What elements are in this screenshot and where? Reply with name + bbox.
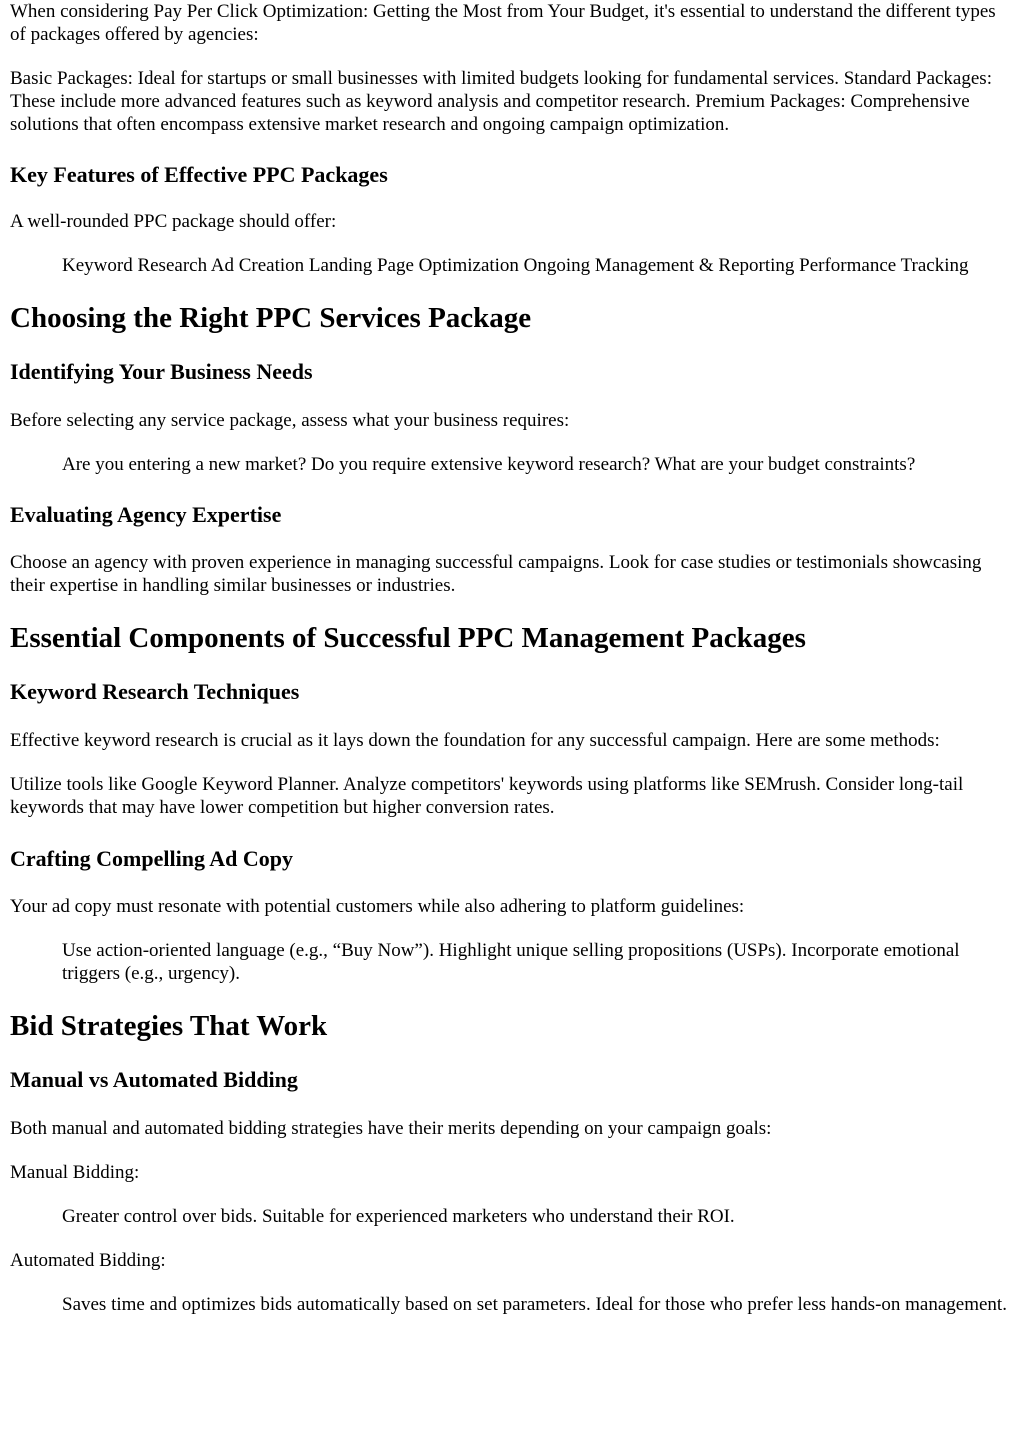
keyword-research-methods: Utilize tools like Google Keyword Planner. Analyze competitors' keywords using platforms like SEMrush. Consider long-tail keywords that may have lower competition but higher conversion rates. xyxy=(10,774,964,818)
business-needs-heading: Identifying Your Business Needs xyxy=(10,359,313,384)
automated-bidding-label: Automated Bidding: xyxy=(10,1250,166,1271)
intro-paragraph: When considering Pay Per Click Optimization: Getting the Most from Your Budget, it's essential to understand the different types of packages offered by agencies: xyxy=(10,1,996,45)
ad-copy-heading: Crafting Compelling Ad Copy xyxy=(10,846,293,871)
ad-copy-list: Use action-oriented language (e.g., “Buy Now”). Highlight unique selling propositions (USPs). Incorporate emotional triggers (e.g., urgency). xyxy=(62,940,960,984)
manual-vs-automated-heading: Manual vs Automated Bidding xyxy=(10,1067,298,1092)
manual-bidding-label: Manual Bidding: xyxy=(10,1162,140,1183)
agency-expertise-heading: Evaluating Agency Expertise xyxy=(10,502,282,527)
key-features-heading: Key Features of Effective PPC Packages xyxy=(10,162,388,187)
agency-expertise-paragraph: Choose an agency with proven experience in managing successful campaigns. Look for case studies or testimonials showcasing their expertise in handling similar businesses or industries. xyxy=(10,552,982,596)
choosing-heading: Choosing the Right PPC Services Package xyxy=(10,302,532,334)
packages-paragraph: Basic Packages: Ideal for startups or small businesses with limited budgets looking for fundamental services. Standard Packages: These include more advanced features such as keyword analysis and competitor research. Premium Packages: Comprehensive solutions that often encompass extensive market research and ongoing campaign optimization. xyxy=(10,68,992,135)
key-features-list: Keyword Research Ad Creation Landing Page Optimization Ongoing Management & Reporting Performance Tracking xyxy=(62,255,969,276)
business-needs-lead: Before selecting any service package, assess what your business requires: xyxy=(10,410,570,431)
key-features-lead: A well-rounded PPC package should offer: xyxy=(10,211,337,232)
automated-bidding-list: Saves time and optimizes bids automatically based on set parameters. Ideal for those who prefer less hands-on management. xyxy=(62,1294,1007,1315)
ad-copy-lead: Your ad copy must resonate with potential customers while also adhering to platform guidelines: xyxy=(10,896,745,917)
manual-bidding-list: Greater control over bids. Suitable for experienced marketers who understand their ROI. xyxy=(62,1206,735,1227)
bid-strategies-heading: Bid Strategies That Work xyxy=(10,1010,328,1042)
keyword-research-heading: Keyword Research Techniques xyxy=(10,679,300,704)
keyword-research-lead: Effective keyword research is crucial as it lays down the foundation for any successful campaign. Here are some methods: xyxy=(10,730,940,751)
manual-vs-automated-lead: Both manual and automated bidding strategies have their merits depending on your campaign goals: xyxy=(10,1118,772,1139)
business-needs-list: Are you entering a new market? Do you require extensive keyword research? What are your budget constraints? xyxy=(62,454,916,475)
components-heading: Essential Components of Successful PPC Management Packages xyxy=(10,622,806,654)
